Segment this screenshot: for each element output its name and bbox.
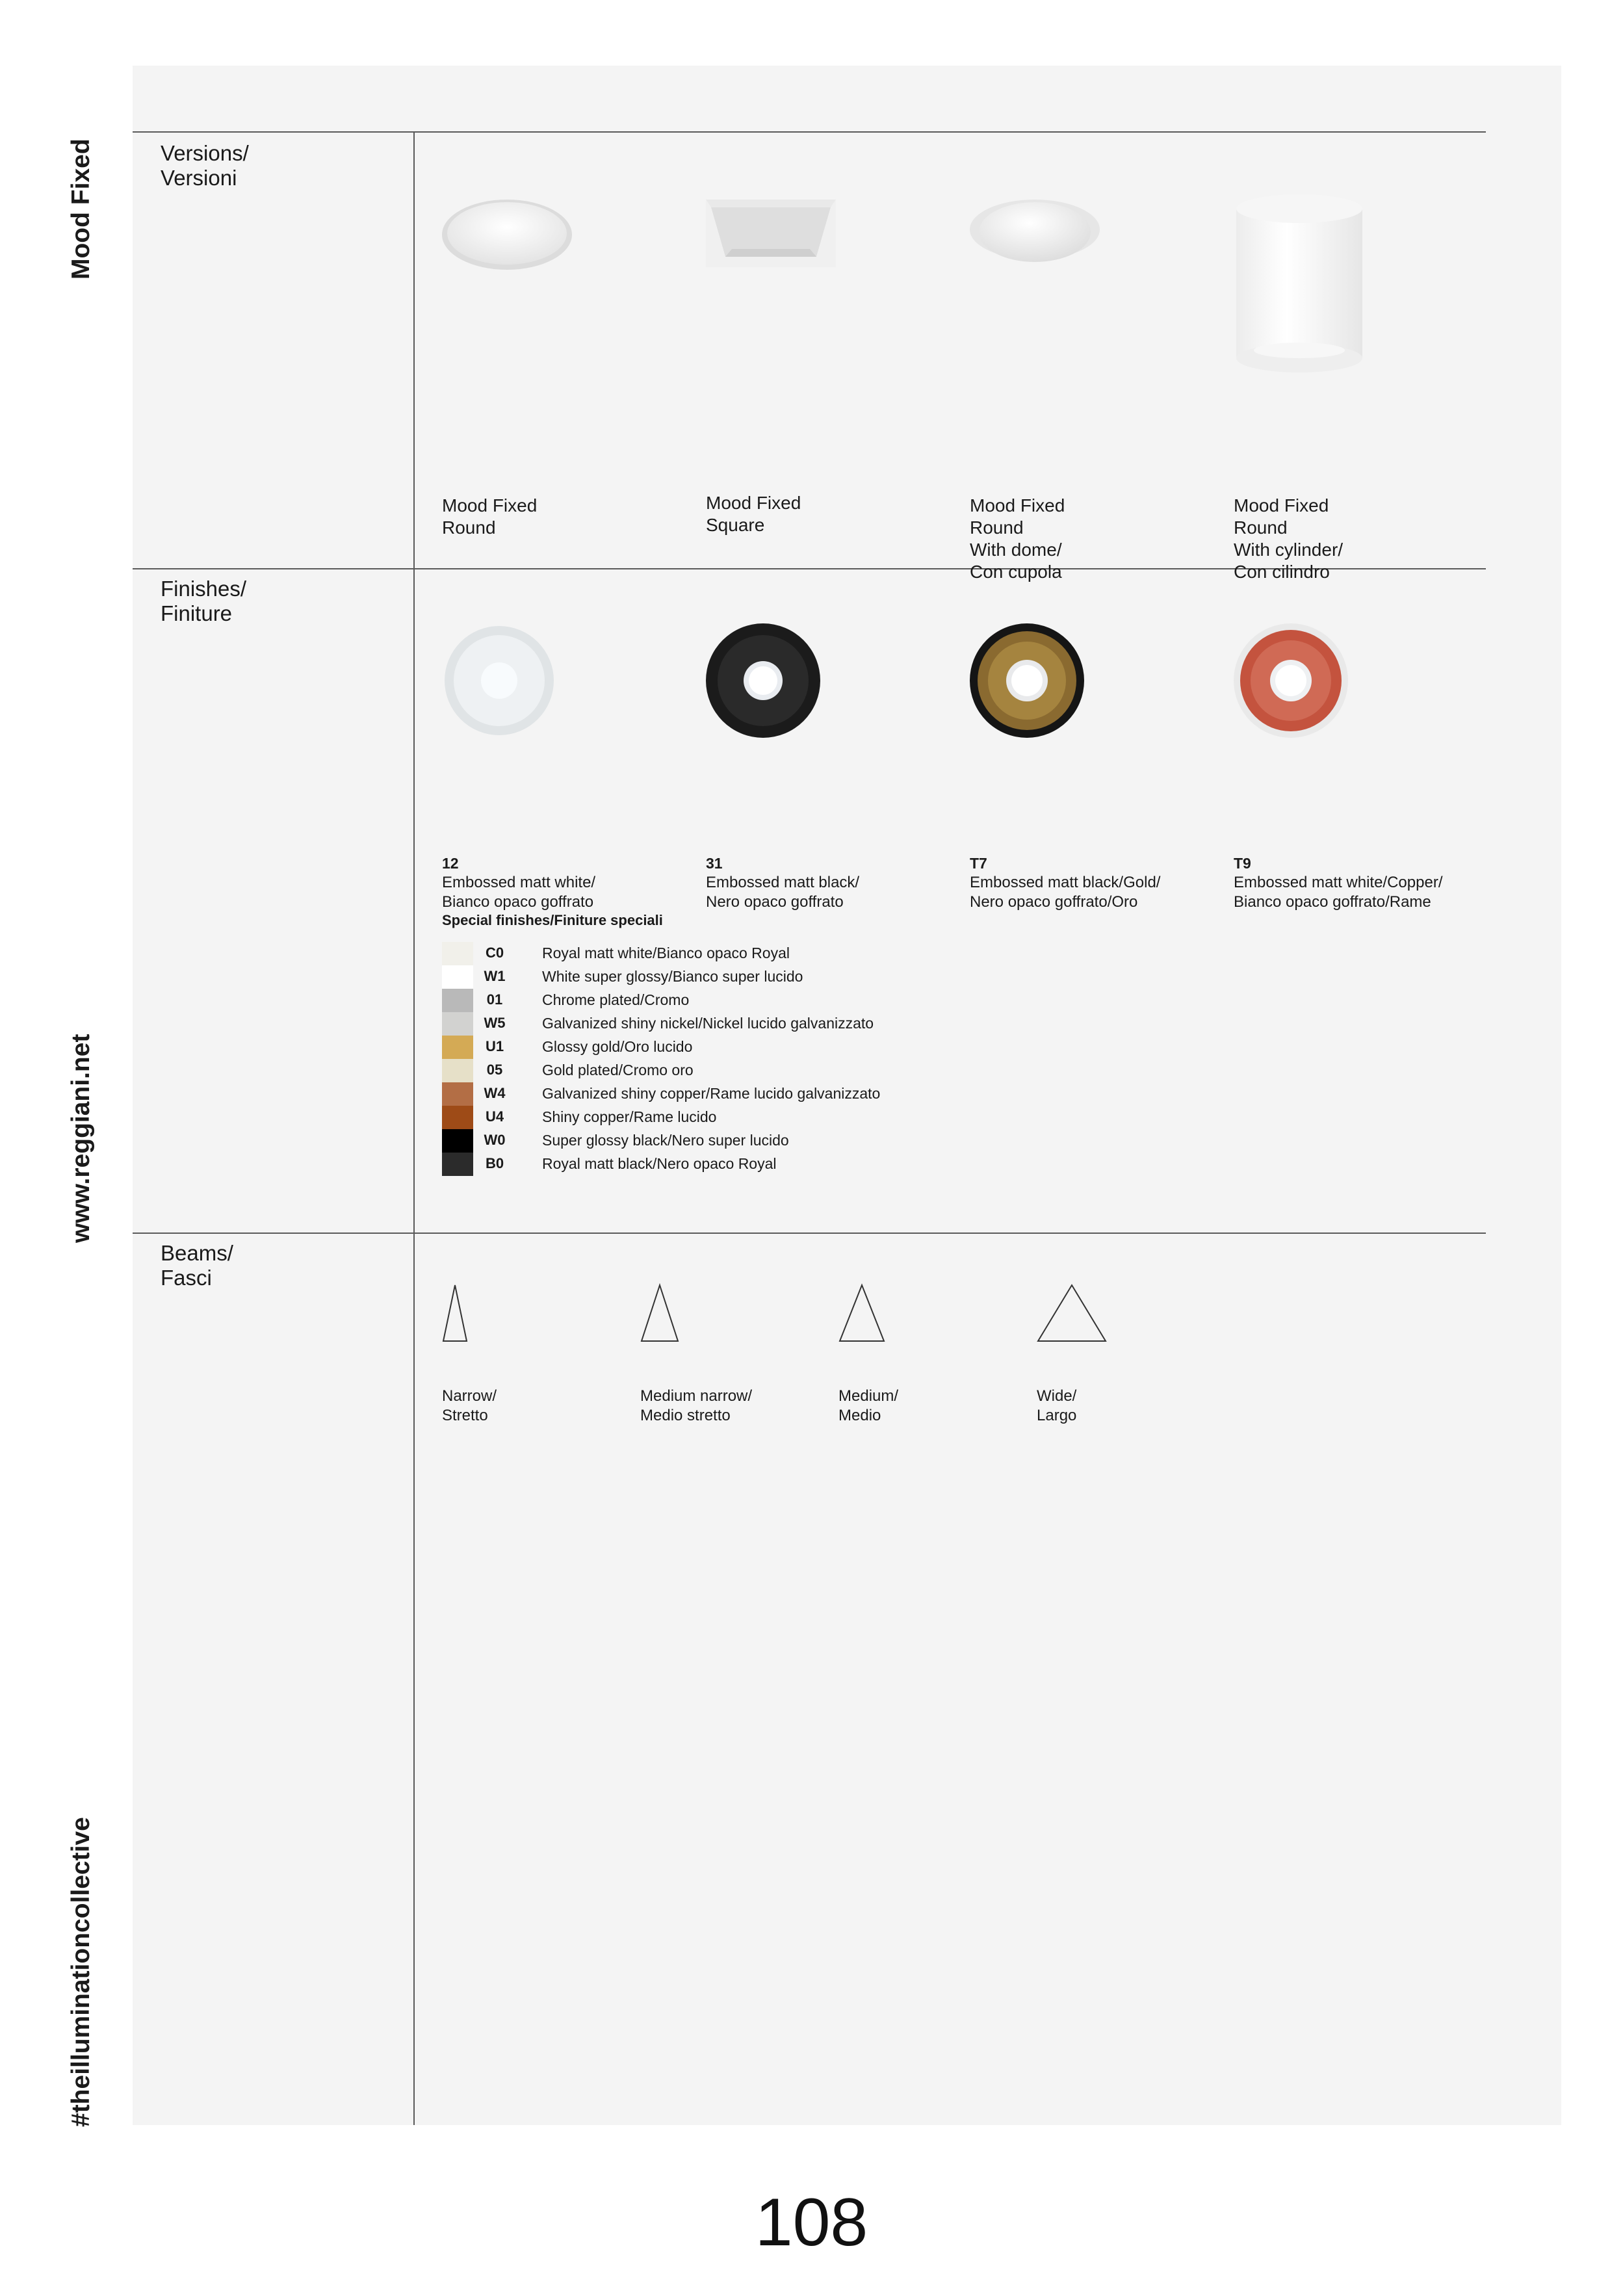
sidebar-product-label: Mood Fixed — [67, 138, 95, 280]
square-downlight-image — [706, 189, 940, 384]
color-swatch — [442, 1129, 473, 1153]
sidebar-hashtag-label: #theilluminationcollective — [67, 1817, 95, 2127]
color-swatch — [442, 1106, 473, 1129]
finish-code: T9 — [1234, 855, 1251, 872]
special-finish-code: U4 — [485, 1108, 504, 1125]
special-finish-row — [442, 989, 1027, 1012]
special-finish-row — [442, 1129, 1027, 1153]
version-caption: Mood Fixed Round — [442, 495, 538, 538]
spec-panel — [133, 66, 1561, 2125]
special-finish-row — [442, 1153, 1027, 1176]
color-swatch — [442, 1012, 473, 1036]
special-finish-code: 05 — [486, 1062, 503, 1078]
finish-12-image — [442, 623, 559, 740]
special-finish-description: Chrome plated/Cromo — [542, 991, 690, 1008]
cylinder-downlight-image — [1234, 189, 1468, 384]
special-finish-description: Galvanized shiny nickel/Nickel lucido galvanizzato — [542, 1015, 874, 1032]
special-finish-code: W4 — [484, 1085, 506, 1101]
finish-t9 — [1234, 623, 1494, 911]
color-swatch — [442, 1036, 473, 1059]
version-caption: Mood Fixed Round With cylinder/ Con cilindro — [1234, 495, 1344, 582]
version-caption: Mood Fixed Round With dome/ Con cupola — [970, 495, 1065, 582]
special-finish-row — [442, 942, 1027, 965]
versions-title: Versions/ Versioni — [161, 141, 249, 190]
narrow-beam-icon — [442, 1283, 481, 1348]
special-finish-row — [442, 1082, 1027, 1106]
special-finish-row — [442, 1036, 1027, 1059]
beam-medium — [838, 1283, 899, 1424]
page-number: 108 — [755, 2185, 868, 2260]
finishes-title: Finishes/ Finiture — [161, 577, 247, 625]
special-finish-code: W1 — [484, 968, 506, 984]
finish-31-image — [706, 623, 823, 740]
finish-t7 — [970, 623, 1230, 911]
finish-description: Embossed matt white/ Bianco opaco goffrato — [442, 874, 596, 911]
beam-wide — [1037, 1283, 1115, 1424]
special-finish-code: W5 — [484, 1015, 506, 1031]
wide-beam-icon — [1037, 1283, 1115, 1348]
medium-narrow-beam-icon — [640, 1283, 692, 1348]
color-swatch — [442, 1059, 473, 1082]
dome-downlight-image — [970, 189, 1204, 384]
finish-code: 31 — [706, 855, 723, 872]
sidebar-website-label: www.reggiani.net — [67, 1034, 95, 1243]
special-finish-row — [442, 1012, 1027, 1036]
special-finishes-title: Special finishes/Finiture speciali — [442, 912, 663, 928]
divider-top — [133, 131, 1486, 133]
beam-caption: Medium/ Medio — [838, 1387, 899, 1424]
color-swatch — [442, 1153, 473, 1176]
finish-description: Embossed matt black/ Nero opaco goffrato — [706, 874, 860, 911]
beam-narrow — [442, 1283, 497, 1424]
beam-caption: Wide/ Largo — [1037, 1387, 1077, 1424]
special-finish-description: White super glossy/Bianco super lucido — [542, 968, 803, 985]
finish-code: 12 — [442, 855, 459, 872]
finish-code: T7 — [970, 855, 987, 872]
finish-t9-image — [1234, 623, 1351, 740]
special-finish-description: Royal matt white/Bianco opaco Royal — [542, 945, 790, 961]
special-finish-description: Glossy gold/Oro lucido — [542, 1038, 693, 1055]
round-downlight-image — [442, 189, 676, 384]
special-finish-row — [442, 1106, 1027, 1129]
column-divider — [413, 132, 415, 2125]
color-swatch — [442, 965, 473, 989]
special-finish-code: W0 — [484, 1132, 506, 1148]
special-finish-description: Super glossy black/Nero super lucido — [542, 1132, 789, 1149]
special-finish-row — [442, 1059, 1027, 1082]
special-finish-description: Royal matt black/Nero opaco Royal — [542, 1155, 777, 1172]
finish-description: Embossed matt black/Gold/ Nero opaco goffrato/Oro — [970, 874, 1161, 911]
special-finish-code: B0 — [485, 1155, 504, 1171]
finish-description: Embossed matt white/Copper/ Bianco opaco goffrato/Rame — [1234, 874, 1443, 911]
special-finish-code: 01 — [486, 991, 503, 1008]
beam-caption: Narrow/ Stretto — [442, 1387, 497, 1424]
special-finish-description: Shiny copper/Rame lucido — [542, 1108, 717, 1125]
color-swatch — [442, 1082, 473, 1106]
version-caption: Mood Fixed Square — [706, 493, 801, 535]
special-finish-description: Galvanized shiny copper/Rame lucido galvanizzato — [542, 1085, 881, 1102]
beams-title: Beams/ Fasci — [161, 1241, 233, 1290]
special-finish-code: C0 — [485, 945, 504, 961]
special-finish-description: Gold plated/Cromo oro — [542, 1062, 694, 1078]
finish-12 — [442, 623, 702, 911]
special-finish-code: U1 — [485, 1038, 504, 1054]
beam-caption: Medium narrow/ Medio stretto — [640, 1387, 753, 1424]
color-swatch — [442, 989, 473, 1012]
divider-beams — [133, 1233, 1486, 1234]
color-swatch — [442, 942, 473, 965]
special-finish-row — [442, 965, 1027, 989]
beam-medium-narrow — [640, 1283, 753, 1424]
finish-t7-image — [970, 623, 1087, 740]
finish-31 — [706, 623, 966, 911]
medium-beam-icon — [838, 1283, 897, 1348]
